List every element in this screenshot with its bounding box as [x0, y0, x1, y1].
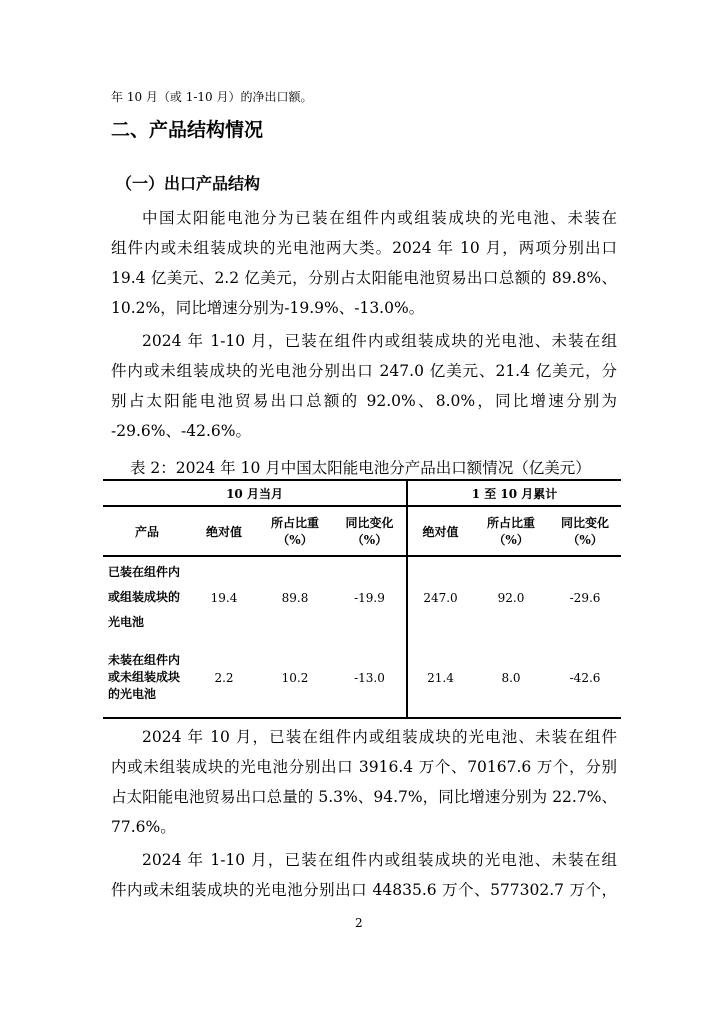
- paragraph-line: 组件内或未组装成块的光电池两大类。2024 年 10 月，两项分别出口: [111, 239, 617, 257]
- paragraph-3: [111, 722, 617, 842]
- col-header-share-line2: （%）: [277, 533, 313, 547]
- page-number: 2: [355, 916, 363, 930]
- cell-value: -13.0: [333, 638, 407, 718]
- cell-value: -29.6: [569, 590, 601, 605]
- cell-value: 8.0: [473, 638, 549, 718]
- paragraph-line: 2024 年 10 月，已装在组件内或组装成块的光电池、未装在组件: [142, 728, 617, 746]
- cell-value: 92.0: [497, 590, 525, 605]
- paragraph-line: 件内或未组装成块的光电池分别出口 44835.6 万个、577302.7 万个，: [111, 881, 617, 899]
- col-header-abs-cum: 绝对值: [407, 506, 473, 556]
- col-header-share-line1: 所占比重: [270, 516, 319, 530]
- paragraph-line: 77.6%。: [111, 818, 176, 836]
- col-header-yoy-line2: （%）: [567, 533, 603, 547]
- col-header-abs: 绝对值: [191, 506, 257, 556]
- col-header-share-line1: 所占比重: [487, 516, 536, 530]
- cell-value: 10.2: [257, 638, 333, 718]
- col-header-share-cum: [473, 506, 549, 556]
- cell-value: 247.0: [407, 556, 473, 638]
- paragraph-line: 别占太阳能电池贸易出口总额的 92.0%、8.0%，同比增速分别为: [111, 392, 617, 410]
- cell-value: -42.6: [549, 638, 621, 718]
- col-header-yoy-line2: （%）: [351, 533, 388, 547]
- col-header-yoy-cum: [549, 506, 621, 556]
- group-header-october: 10 月当月: [103, 480, 407, 506]
- section-title: 二、产品结构情况: [111, 119, 264, 141]
- paragraph-line: -29.6%、-42.6%。: [111, 422, 251, 440]
- col-header-yoy-line1: 同比变化: [345, 516, 394, 530]
- paragraph-line: 内或未组装成块的光电池分别出口 3916.4 万个、70167.6 万个，分别: [111, 758, 617, 776]
- paragraph-line: 件内或未组装成块的光电池分别出口 247.0 亿美元、21.4 亿美元，分: [111, 362, 617, 380]
- cell-value: 2.2: [191, 638, 257, 718]
- col-header-share-line2: （%）: [493, 533, 529, 547]
- cell-value: 19.4: [210, 590, 238, 605]
- table-caption: 表 2：2024 年 10 月中国太阳能电池分产品出口额情况（亿美元）: [130, 459, 591, 477]
- paragraph-line: 10.2%，同比增速分别为-19.9%、-13.0%。: [111, 299, 425, 317]
- col-header-product: 产品: [103, 506, 191, 556]
- paragraph-line: 2024 年 1-10 月，已装在组件内或组装成块的光电池、未装在组: [142, 851, 617, 869]
- export-table: [103, 479, 621, 719]
- col-header-yoy: [333, 506, 407, 556]
- col-header-yoy-line1: 同比变化: [561, 516, 610, 530]
- table-group-header-row: [103, 480, 621, 506]
- paragraph-4: [111, 845, 617, 905]
- intro-line: 年 10 月（或 1-10 月）的净出口额。: [111, 90, 313, 104]
- row-label: 已装在组件内 或组装成块的 光电池: [108, 565, 181, 629]
- table-column-header-row: [103, 506, 621, 556]
- subsection-title: （一）出口产品结构: [116, 174, 261, 193]
- row-label: 未装在组件内 或未组装成块 的光电池: [103, 638, 191, 718]
- cell-value: 89.8: [281, 590, 309, 605]
- paragraph-2: [111, 326, 617, 446]
- paragraph-line: 占太阳能电池贸易出口总量的 5.3%、94.7%，同比增速分别为 22.7%、: [111, 788, 617, 806]
- paragraph-line: 19.4 亿美元、2.2 亿美元，分别占太阳能电池贸易出口总额的 89.8%、: [111, 269, 617, 287]
- col-header-share: [257, 506, 333, 556]
- paragraph-line: 中国太阳能电池分为已装在组件内或组装成块的光电池、未装在: [142, 209, 617, 227]
- cell-value: 21.4: [407, 638, 473, 718]
- table-row: [103, 638, 621, 718]
- paragraph-1: [111, 203, 617, 323]
- cell-value: -19.9: [354, 590, 385, 605]
- table-row: [103, 556, 621, 638]
- paragraph-line: 2024 年 1-10 月，已装在组件内或组装成块的光电池、未装在组: [142, 332, 617, 350]
- group-header-cumulative: 1 至 10 月累计: [407, 480, 621, 506]
